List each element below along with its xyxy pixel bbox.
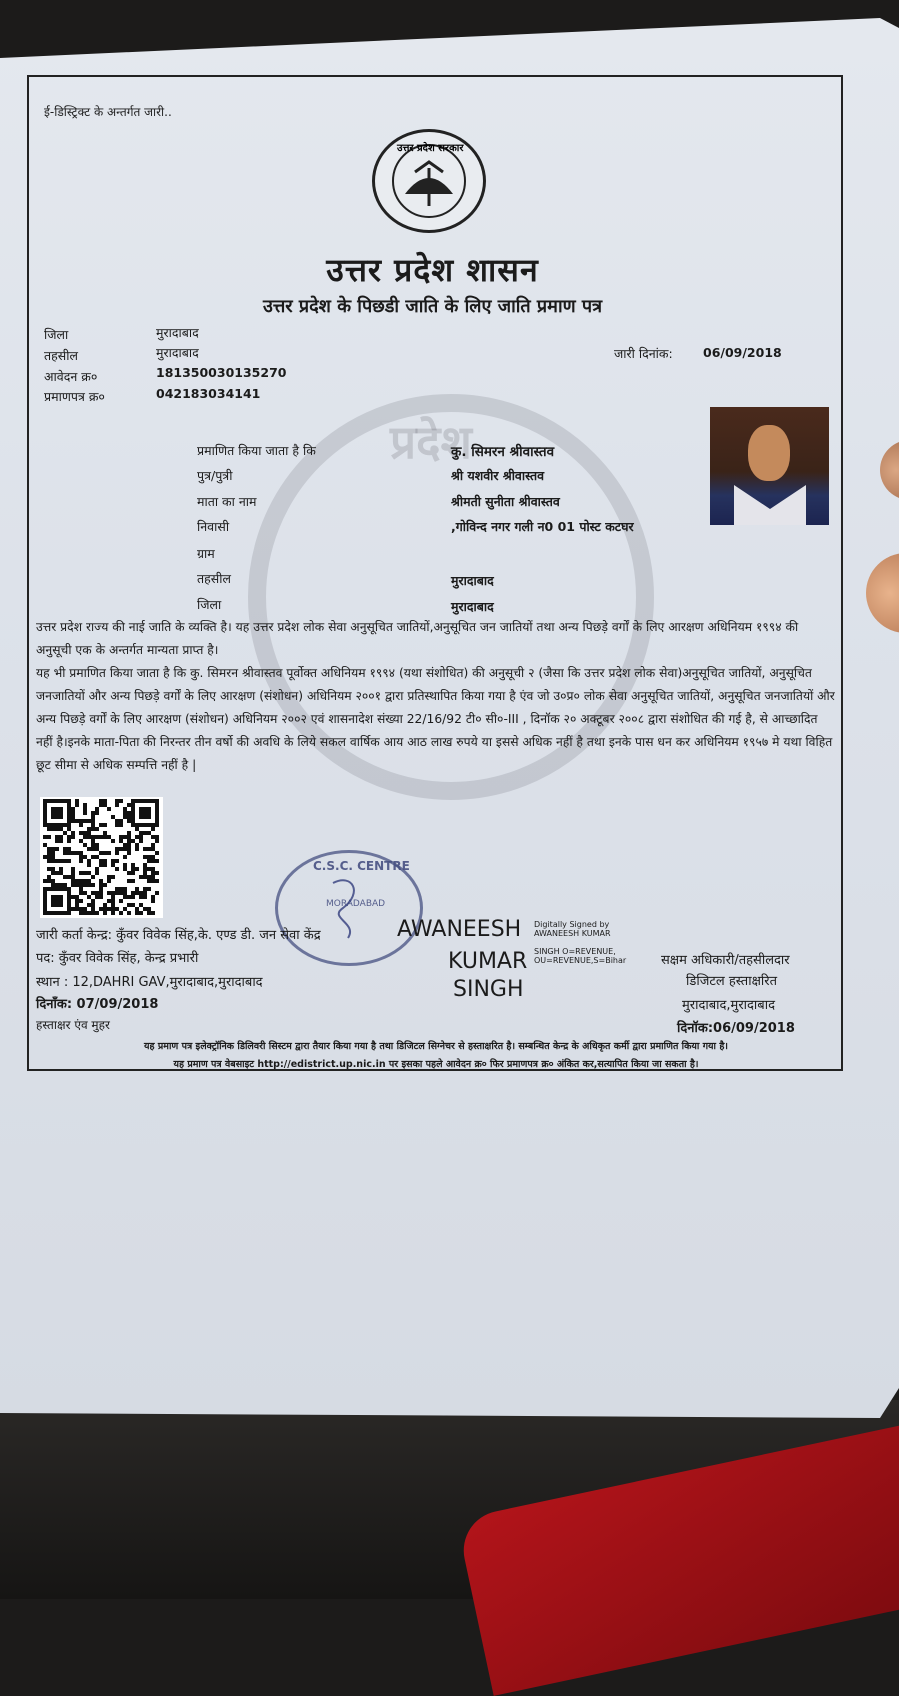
- application-label: आवेदन क्र०: [44, 369, 98, 384]
- detail-district-value: मुरादाबाद: [451, 599, 494, 614]
- state-emblem: [372, 129, 486, 233]
- signature-scribble-icon: [278, 853, 420, 963]
- child-label: पुत्र/पुत्री: [197, 468, 233, 483]
- page-subtitle: उत्तर प्रदेश के पिछडी जाति के लिए जाति प्रमाण पत्र: [262, 296, 603, 317]
- digital-sign-name-2: KUMAR: [448, 949, 528, 974]
- page-title: उत्तर प्रदेश शासन: [326, 251, 539, 289]
- digital-sign-detail-4: OU=REVENUE,S=Bihar: [534, 956, 627, 965]
- officer-signed: डिजिटल हस्ताक्षरित: [686, 974, 777, 989]
- detail-tehsil-label: तहसील: [197, 571, 231, 586]
- digital-sign-detail-3: SINGH O=REVENUE,: [534, 947, 616, 956]
- header-note: ई-डिस्ट्रिक्ट के अन्तर्गत जारी..: [44, 105, 172, 119]
- certificate-label: प्रमाणपत्र क्र०: [44, 389, 105, 404]
- qr-code-icon: [40, 797, 163, 918]
- district-value: मुरादाबाद: [156, 325, 199, 340]
- officer-title: सक्षम अधिकारी/तहसीलदार: [661, 953, 790, 968]
- emblem-text: उत्तर प्रदेश सरकार: [397, 143, 464, 154]
- tehsil-value: मुरादाबाद: [156, 345, 199, 360]
- village-label: ग्राम: [197, 546, 215, 561]
- stamp-text: C.S.C. CENTRE: [313, 859, 410, 873]
- issuer-place: स्थान : 12,DAHRI GAV,मुरादाबाद,मुरादाबाद: [36, 975, 263, 990]
- csc-stamp: [275, 850, 423, 966]
- issuer-post: पद: कुँवर विवेक सिंह, केन्द्र प्रभारी: [36, 951, 199, 966]
- issue-date-value: 06/09/2018: [703, 345, 782, 360]
- applicant-photo: [710, 407, 829, 525]
- detail-district-label: जिला: [197, 597, 222, 612]
- caste-paragraph: उत्तर प्रदेश राज्य की नाई जाति के व्यक्ति है। यह उत्तर प्रदेश लोक सेवा अनुसूचित जातियों,अनुसूचित जन जातियों तथा अन्य पिछड़े वर्गों के लिए आरक्षण अधिनियम १९९४ की अनुसूची एक के अन्तर्गत मान्यता प्राप्त है।: [36, 620, 799, 657]
- certification-paragraph: यह भी प्रमाणित किया जाता है कि कु. सिमरन श्रीवास्तव पूर्वोक्त अधिनियम १९९४ (यथा संशोधित) की अनुसूची २ (जैसा कि उत्तर प्रदेश लोक सेवा)अनुसूचित जातियों, अनुसूचित जनजातियों और अन्य पिछड़े वर्गों के लिए आरक्षण (संशोधन) अधिनियम २००१ द्वारा प्रतिस्थापित किया गया है एंव जो उ०प्र० लोक सेवा अनुसूचित जातियों, अनुसूचित जनजातियों और अन्य पिछड़े वर्गों के लिए आरक्षण (संशोधन) अधिनियम २००२ एवं शासनादेश संख्या 22/16/92 टी० सी०-III , दिनॉक २० अक्टूबर २००८ द्वारा संशोधित की गई है, से आच्छादित नहीं है।इनके माता-पिता की निरन्तर तीन वर्षो की अवधि के लिये सकल वार्षिक आय आठ लाख रुपये या इससे अधिक नहीं है तथा इनके पास धन कर अधिनियम १९५७ मे यथा विहित छूट सीमा से अधिक सम्पत्ति नहीं है |: [36, 666, 835, 772]
- father-name: श्री यशवीर श्रीवास्तव: [451, 468, 545, 483]
- qr-code: [40, 797, 163, 918]
- digital-sign-detail-1: Digitally Signed by: [534, 920, 610, 929]
- digital-sign-name-3: SINGH: [453, 977, 524, 1002]
- footer-note-2: यह प्रमाण पत्र वेबसाइट http://edistrict.up.nic.in पर इसका पहले आवेदन क्र० फिर प्रमाणपत्र क्र० अंकित कर,सत्यापित किया जा सकता है।: [173, 1059, 699, 1070]
- tehsil-label: तहसील: [44, 348, 78, 363]
- photo-face: [748, 425, 790, 481]
- digital-sign-name-1: AWANEESH: [397, 917, 522, 942]
- watermark-text: प्रदेश: [390, 415, 472, 469]
- detail-tehsil-value: मुरादाबाद: [451, 573, 494, 588]
- issuer-centre: जारी कर्ता केन्द्र: कुँवर विवेक सिंह,के. एण्ड डी. जन सेवा केंद्र: [36, 928, 321, 943]
- issuer-signature: हस्ताक्षर एंव मुहर: [36, 1018, 110, 1032]
- resident-address: ,गोविन्द नगर गली न0 01 पोस्ट कटघर: [451, 519, 634, 534]
- digital-sign-detail-2: AWANEESH KUMAR: [534, 929, 611, 938]
- issue-date-label: जारी दिनांक:: [614, 346, 673, 361]
- officer-place: मुरादाबाद,मुरादाबाद: [682, 998, 775, 1013]
- mother-name: श्रीमती सुनीता श्रीवास्तव: [451, 494, 560, 509]
- resident-label: निवासी: [197, 519, 230, 534]
- stamp-subtext: MORADABAD: [326, 899, 386, 909]
- photo-collar: [734, 485, 806, 525]
- certify-value: कु. सिमरन श्रीवास्तव: [451, 444, 555, 460]
- certificate-number: 042183034141: [156, 386, 261, 401]
- application-number: 181350030135270: [156, 365, 287, 380]
- footer-note-1: यह प्रमाण पत्र इलेक्ट्रॉनिक डिलिवरी सिस्टम द्वारा तैयार किया गया है तथा डिजिटल सिग्नेचर से हस्ताक्षरित है। सम्बन्धित केन्द्र के अधिकृत कर्मी द्वारा प्रमाणित किया गया है।: [144, 1041, 728, 1052]
- district-label: जिला: [44, 327, 69, 342]
- officer-date: दिनॉक:06/09/2018: [677, 1021, 795, 1036]
- issuer-date: दिनाँक: 07/09/2018: [36, 997, 159, 1012]
- mother-label: माता का नाम: [197, 494, 257, 509]
- certify-label: प्रमाणित किया जाता है कि: [197, 443, 316, 458]
